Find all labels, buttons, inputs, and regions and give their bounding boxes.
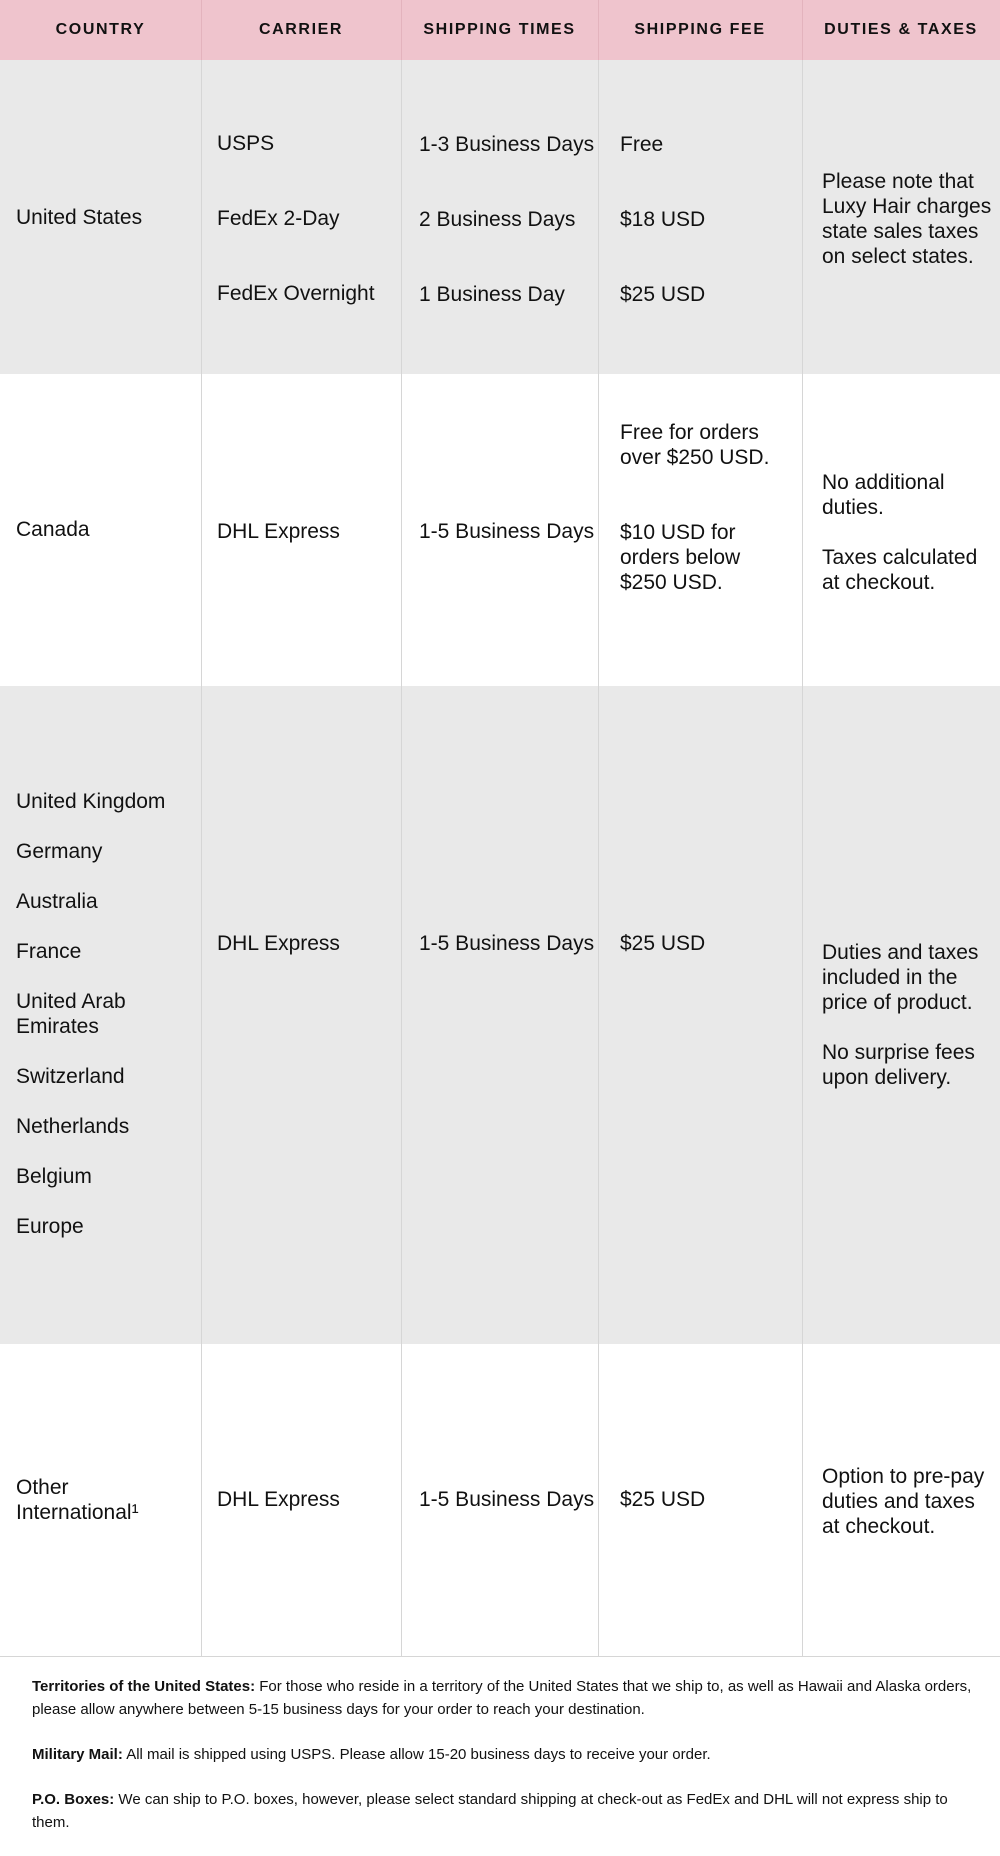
shipping-fee-over-250: Free for orders over $250 USD.	[620, 421, 770, 469]
carrier-usps: USPS	[217, 132, 275, 155]
country-germany: Germany	[16, 840, 103, 863]
note-label: Military Mail:	[32, 1746, 123, 1763]
header-duties-taxes: DUTIES & TAXES	[824, 21, 978, 38]
shipping-times-cell: 1-5 Business Days	[419, 932, 595, 955]
note-label: Territories of the United States:	[32, 1678, 256, 1695]
header-shipping-fee: SHIPPING FEE	[634, 21, 766, 38]
table-row-europe-group	[0, 686, 1000, 1344]
duties-included-note: Duties and taxes included in the price of product.	[822, 941, 979, 1014]
country-cell: United States	[16, 206, 143, 229]
country-cell: Other International¹	[16, 1476, 139, 1524]
country-belgium: Belgium	[16, 1165, 92, 1188]
taxes-note: Taxes calculated at checkout.	[822, 546, 978, 594]
carrier-cell: DHL Express	[217, 1488, 340, 1511]
fee-fedex-2day: $18 USD	[620, 208, 706, 231]
note-label: P.O. Boxes:	[32, 1791, 115, 1808]
table-row-united-states	[0, 60, 1000, 374]
country-netherlands: Netherlands	[16, 1115, 130, 1138]
time-fedex-overnight: 1 Business Day	[419, 283, 565, 306]
country-cell: Canada	[16, 518, 90, 541]
table-header	[0, 0, 1000, 60]
header-shipping-times: SHIPPING TIMES	[423, 21, 576, 38]
duties-note: No additional duties.	[822, 471, 945, 519]
shipping-times-cell: 1-5 Business Days	[419, 520, 595, 543]
shipping-times-cell	[419, 132, 597, 357]
no-surprise-fees-note: No surprise fees upon delivery.	[822, 1041, 975, 1089]
note-military-mail	[32, 1743, 972, 1766]
shipping-fee-cell	[620, 132, 796, 357]
shipping-fee-cell: $25 USD	[620, 932, 706, 955]
country-uae: United Arab Emirates	[16, 990, 126, 1038]
note-po-boxes	[32, 1788, 972, 1834]
carrier-fedex-2day: FedEx 2-Day	[217, 207, 340, 230]
country-list	[16, 789, 196, 1264]
carrier-cell: DHL Express	[217, 520, 340, 543]
country-united-kingdom: United Kingdom	[16, 790, 166, 813]
time-fedex-2day: 2 Business Days	[419, 208, 576, 231]
shipping-fee-below-250: $10 USD for orders below $250 USD.	[620, 521, 741, 594]
note-text: All mail is shipped using USPS. Please allow 15-20 business days to receive your order.	[122, 1746, 711, 1763]
shipping-times-cell: 1-5 Business Days	[419, 1488, 595, 1511]
carrier-fedex-overnight: FedEx Overnight	[217, 282, 375, 305]
shipping-notes	[32, 1675, 972, 1856]
header-country: COUNTRY	[55, 21, 146, 38]
note-text: For those who reside in a territory of the United States that we ship to, as well as Hawaii and Alaska orders, please allow anywhere between 5-15 business days for your order to reach your destination.	[32, 1678, 972, 1718]
note-us-territories	[32, 1675, 972, 1721]
shipping-fee-cell: $25 USD	[620, 1488, 706, 1511]
country-switzerland: Switzerland	[16, 1065, 125, 1088]
country-europe: Europe	[16, 1215, 84, 1238]
country-france: France	[16, 940, 82, 963]
country-australia: Australia	[16, 890, 98, 913]
carrier-cell	[217, 131, 397, 356]
table-row-other-international	[0, 1344, 1000, 1656]
carrier-cell: DHL Express	[217, 932, 340, 955]
table-bottom-divider	[0, 1656, 1000, 1657]
fee-usps: Free	[620, 133, 664, 156]
table-row-canada	[0, 374, 1000, 686]
header-carrier: CARRIER	[258, 21, 344, 38]
time-usps: 1-3 Business Days	[419, 133, 595, 156]
duties-cell: Option to pre-pay duties and taxes at checkout.	[822, 1465, 985, 1538]
fee-fedex-overnight: $25 USD	[620, 283, 706, 306]
duties-cell: Please note that Luxy Hair charges state sales taxes on select states.	[822, 170, 992, 268]
note-text: We can ship to P.O. boxes, however, please select standard shipping at check-out as FedEx and DHL will not express ship to them.	[32, 1791, 948, 1831]
